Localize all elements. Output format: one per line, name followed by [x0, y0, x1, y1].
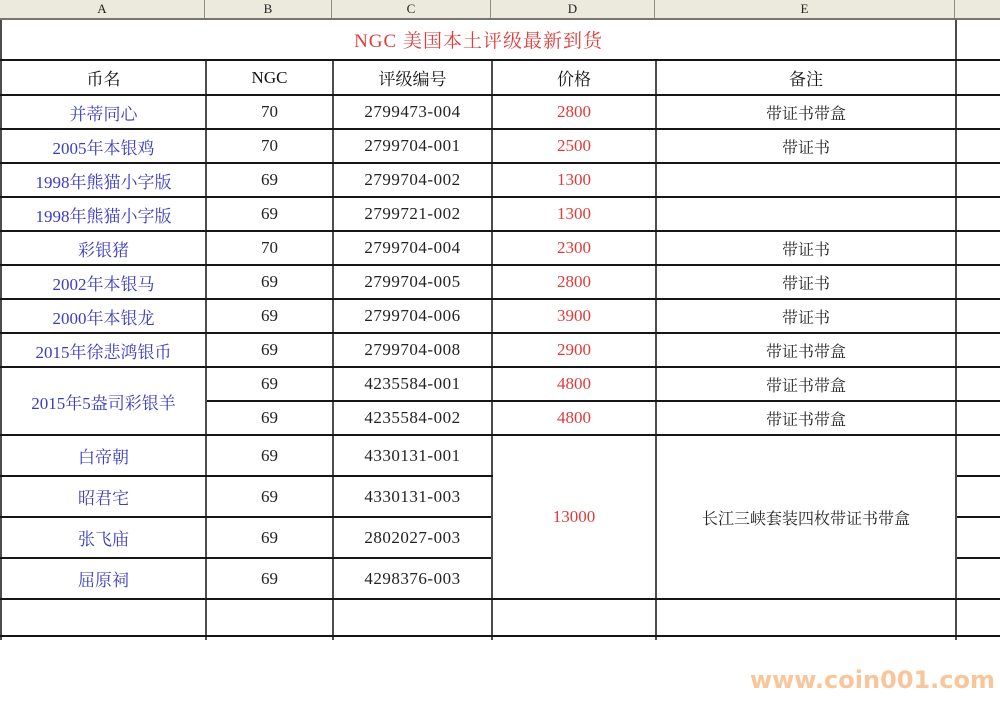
- price-cell[interactable]: 2900: [492, 333, 656, 367]
- empty-cell[interactable]: [956, 401, 1000, 435]
- coin-name-cell[interactable]: 1998年熊猫小字版: [1, 163, 206, 197]
- title-row: [1, 20, 1000, 60]
- sheet-title-cell[interactable]: NGC 美国本土评级最新到货: [1, 20, 956, 60]
- ngc-grade-cell[interactable]: 69: [206, 265, 333, 299]
- remark-cell[interactable]: 带证书: [656, 129, 956, 163]
- cert-number-cell[interactable]: 4330131-001: [333, 435, 492, 476]
- coin-name-cell[interactable]: 1998年熊猫小字版: [1, 197, 206, 231]
- ngc-grade-cell[interactable]: 69: [206, 163, 333, 197]
- price-cell[interactable]: 2500: [492, 129, 656, 163]
- column-header-a[interactable]: A: [0, 0, 205, 18]
- cert-number-cell[interactable]: 2802027-003: [333, 517, 492, 558]
- coin-name-cell[interactable]: 彩银猪: [1, 231, 206, 265]
- empty-cell[interactable]: [956, 367, 1000, 401]
- cert-number-cell[interactable]: 2799704-001: [333, 129, 492, 163]
- column-header-d[interactable]: D: [491, 0, 655, 18]
- empty-cell[interactable]: [956, 129, 1000, 163]
- column-header-row: [0, 0, 1000, 20]
- empty-table-row: [1, 599, 1000, 636]
- empty-cell[interactable]: [656, 599, 956, 636]
- empty-cell[interactable]: [333, 599, 492, 636]
- empty-cell[interactable]: [956, 636, 1000, 640]
- header-cert-no[interactable]: 评级编号: [333, 60, 492, 95]
- table-row: [1, 299, 1000, 333]
- cert-number-cell[interactable]: 2799473-004: [333, 95, 492, 129]
- price-cell[interactable]: 4800: [492, 367, 656, 401]
- empty-cell[interactable]: [492, 636, 656, 640]
- empty-cell[interactable]: [956, 517, 1000, 558]
- header-price[interactable]: 价格: [492, 60, 656, 95]
- empty-cell[interactable]: [956, 333, 1000, 367]
- empty-cell[interactable]: [956, 163, 1000, 197]
- empty-cell[interactable]: [333, 636, 492, 640]
- remark-cell[interactable]: 带证书: [656, 265, 956, 299]
- coin-name-cell[interactable]: 2002年本银马: [1, 265, 206, 299]
- coin-name-cell[interactable]: 2015年徐悲鸿银币: [1, 333, 206, 367]
- coin-name-cell[interactable]: 2005年本银鸡: [1, 129, 206, 163]
- remark-cell[interactable]: [656, 197, 956, 231]
- ngc-grade-cell[interactable]: 69: [206, 517, 333, 558]
- cert-number-cell[interactable]: 4235584-002: [333, 401, 492, 435]
- ngc-grade-cell[interactable]: 70: [206, 231, 333, 265]
- table-row: [1, 367, 1000, 401]
- ngc-grade-cell[interactable]: 69: [206, 435, 333, 476]
- empty-cell[interactable]: [956, 299, 1000, 333]
- header-ngc[interactable]: NGC: [206, 60, 333, 95]
- ngc-grade-cell[interactable]: 69: [206, 401, 333, 435]
- table-row: [1, 231, 1000, 265]
- column-header-e[interactable]: E: [655, 0, 955, 18]
- table-row: [1, 333, 1000, 367]
- cert-number-cell[interactable]: 2799704-004: [333, 231, 492, 265]
- price-cell[interactable]: 1300: [492, 163, 656, 197]
- header-remark[interactable]: 备注: [656, 60, 956, 95]
- empty-cell[interactable]: [1, 599, 206, 636]
- table-row: [1, 435, 1000, 476]
- price-cell[interactable]: 2300: [492, 231, 656, 265]
- table-row: [1, 265, 1000, 299]
- empty-cell[interactable]: [492, 599, 656, 636]
- ngc-grade-cell[interactable]: 69: [206, 558, 333, 599]
- coin-name-cell[interactable]: 2000年本银龙: [1, 299, 206, 333]
- empty-cell[interactable]: [956, 231, 1000, 265]
- price-cell[interactable]: 3900: [492, 299, 656, 333]
- empty-cell[interactable]: [956, 197, 1000, 231]
- empty-cell[interactable]: [1, 636, 206, 640]
- remark-cell[interactable]: 带证书带盒: [656, 367, 956, 401]
- ngc-grade-cell[interactable]: 69: [206, 197, 333, 231]
- table-row: [1, 163, 1000, 197]
- empty-cell[interactable]: [956, 60, 1000, 95]
- cert-number-cell[interactable]: 2799721-002: [333, 197, 492, 231]
- cert-number-cell[interactable]: 4298376-003: [333, 558, 492, 599]
- remark-cell[interactable]: 带证书带盒: [656, 401, 956, 435]
- column-header-b[interactable]: B: [205, 0, 332, 18]
- price-cell[interactable]: 4800: [492, 401, 656, 435]
- empty-cell[interactable]: [206, 636, 333, 640]
- header-coin-name[interactable]: 币名: [1, 60, 206, 95]
- empty-cell[interactable]: [956, 476, 1000, 517]
- coin-name-cell[interactable]: 张飞庙: [1, 517, 206, 558]
- cert-number-cell[interactable]: 2799704-002: [333, 163, 492, 197]
- ngc-grade-cell[interactable]: 70: [206, 95, 333, 129]
- price-cell[interactable]: 2800: [492, 265, 656, 299]
- column-header-f-partial[interactable]: [955, 0, 1000, 18]
- column-header-c[interactable]: C: [332, 0, 491, 18]
- coin-name-cell[interactable]: 屈原祠: [1, 558, 206, 599]
- remark-cell[interactable]: 带证书: [656, 231, 956, 265]
- cert-number-cell[interactable]: 4330131-003: [333, 476, 492, 517]
- table-header-row: [1, 60, 1000, 95]
- empty-cell[interactable]: [956, 20, 1000, 60]
- coin-name-cell[interactable]: 白帝朝: [1, 435, 206, 476]
- remark-cell[interactable]: [656, 163, 956, 197]
- coin-grading-table: [0, 20, 1000, 640]
- price-cell-merged[interactable]: 13000: [492, 435, 656, 599]
- price-cell[interactable]: 1300: [492, 197, 656, 231]
- remark-cell[interactable]: 带证书: [656, 299, 956, 333]
- empty-cell[interactable]: [956, 558, 1000, 599]
- remark-cell[interactable]: 带证书带盒: [656, 333, 956, 367]
- table-row: [1, 95, 1000, 129]
- coin-name-cell-merged[interactable]: 2015年5盎司彩银羊: [1, 367, 206, 435]
- ngc-grade-cell[interactable]: 70: [206, 129, 333, 163]
- empty-cell[interactable]: [956, 435, 1000, 476]
- empty-cell[interactable]: [656, 636, 956, 640]
- empty-cell[interactable]: [956, 599, 1000, 636]
- ngc-grade-cell[interactable]: 69: [206, 476, 333, 517]
- cert-number-cell[interactable]: 2799704-005: [333, 265, 492, 299]
- cert-number-cell[interactable]: 4235584-001: [333, 367, 492, 401]
- remark-cell[interactable]: 带证书带盒: [656, 95, 956, 129]
- table-row: [1, 129, 1000, 163]
- watermark: www.coin001.com: [749, 666, 995, 694]
- remark-cell-merged[interactable]: 长江三峡套装四枚带证书带盒: [656, 435, 956, 599]
- cert-number-cell[interactable]: 2799704-006: [333, 299, 492, 333]
- coin-name-cell[interactable]: 昭君宅: [1, 476, 206, 517]
- ngc-grade-cell[interactable]: 69: [206, 333, 333, 367]
- price-cell[interactable]: 2800: [492, 95, 656, 129]
- ngc-grade-cell[interactable]: 69: [206, 367, 333, 401]
- empty-cell[interactable]: [956, 265, 1000, 299]
- table-row: [1, 197, 1000, 231]
- empty-cell[interactable]: [956, 95, 1000, 129]
- coin-name-cell[interactable]: 并蒂同心: [1, 95, 206, 129]
- ngc-grade-cell[interactable]: 69: [206, 299, 333, 333]
- empty-cell[interactable]: [206, 599, 333, 636]
- cert-number-cell[interactable]: 2799704-008: [333, 333, 492, 367]
- partial-table-row: [1, 636, 1000, 640]
